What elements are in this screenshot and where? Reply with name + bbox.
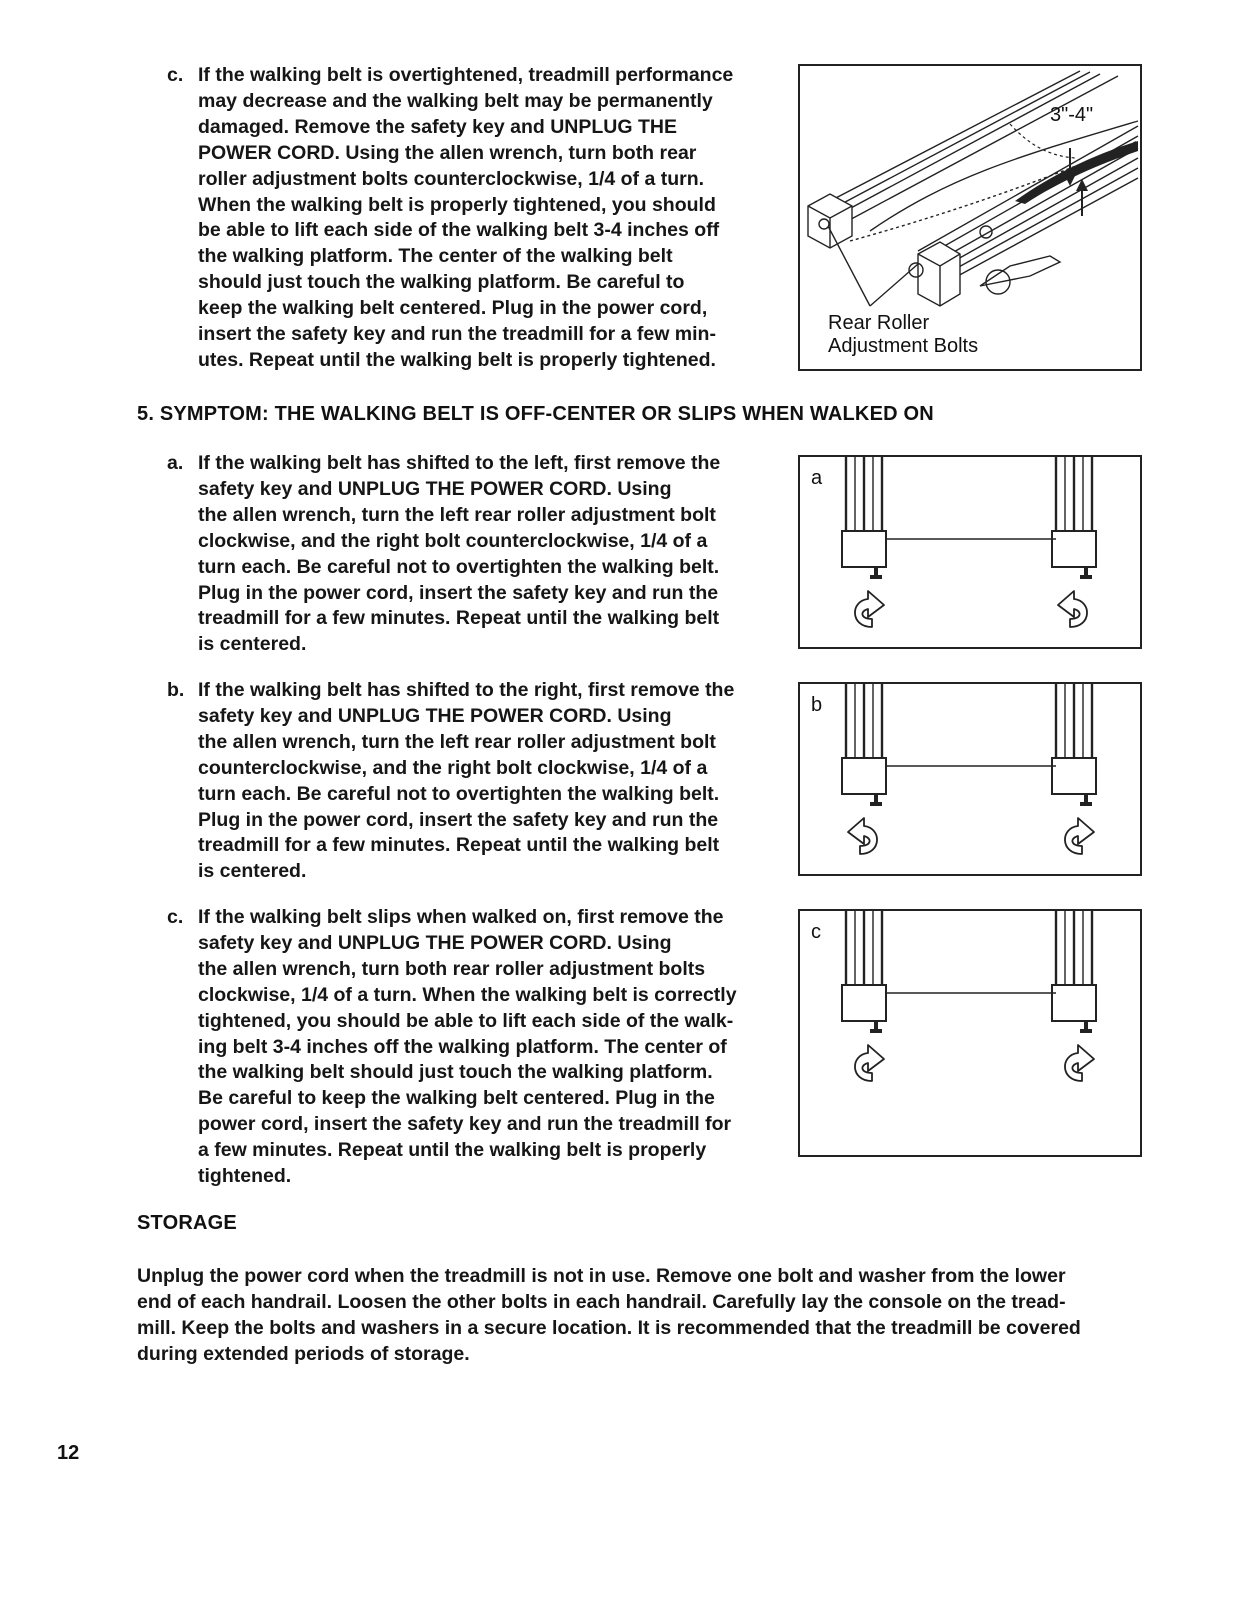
text-line: the allen wrench, turn the left rear roller adjustment bolt xyxy=(198,503,716,526)
text-line: may decrease and the walking belt may be permanently xyxy=(198,89,713,112)
text-line: utes. Repeat until the walking belt is properly tightened. xyxy=(198,348,716,371)
figure-a-label: a xyxy=(811,467,823,489)
clockwise-arrow-icon xyxy=(855,1045,884,1081)
text-line: the walking belt should just touch the walking platform. xyxy=(198,1061,713,1084)
left-roller-cap xyxy=(842,758,886,794)
left-bolt xyxy=(870,1021,882,1031)
text-segment: safety key and xyxy=(198,477,338,500)
text-line: roller adjustment bolts counterclockwise, 1/4 of a turn. xyxy=(198,167,705,190)
text-segment: . Using xyxy=(606,477,672,500)
emphasis-text: UNPLUG THE POWER CORD xyxy=(337,477,607,500)
text-line: If the walking belt is overtightened, treadmill performance xyxy=(198,64,734,86)
text-segment: safety key and xyxy=(198,931,338,954)
text-line: If the walking belt slips when walked on, first remove the xyxy=(198,906,724,928)
text-line: Be careful to keep the walking belt centered. Plug in the xyxy=(198,1087,715,1110)
left-roller-cap xyxy=(842,985,886,1021)
right-roller-cap xyxy=(1052,531,1096,567)
text-line: keep the walking belt centered. Plug in the power cord, xyxy=(198,297,708,320)
storage-line: during extended periods of storage. xyxy=(137,1342,470,1365)
text-line: tightened, you should be able to lift each side of the walk- xyxy=(198,1009,734,1032)
text-line: If the walking belt has shifted to the left, first remove the xyxy=(198,452,721,474)
emphasis-text: UNPLUG THE xyxy=(550,115,677,138)
right-rail xyxy=(1052,684,1096,804)
roller-diagram xyxy=(800,911,1140,1155)
right-rail xyxy=(1052,911,1096,1031)
storage-line: Unplug the power cord when the treadmill is not in use. Remove one bolt and washer from the lower xyxy=(137,1265,1066,1287)
caption-line-1: Rear Roller xyxy=(828,312,930,334)
step-c-overtightened xyxy=(167,63,768,374)
figure-b-label: b xyxy=(811,694,823,716)
text-segment: . Using xyxy=(606,931,672,954)
figure-c-label: c xyxy=(811,921,821,943)
figure-a xyxy=(798,455,1142,649)
text-line: Plug in the power cord, insert the safety key and run the xyxy=(198,581,719,604)
emphasis-text: UNPLUG THE POWER CORD xyxy=(337,931,607,954)
right-bolt xyxy=(1080,794,1092,804)
text-line: insert the safety key and run the treadmill for a few min- xyxy=(198,323,716,346)
text-line xyxy=(198,141,768,167)
text-segment: . Using xyxy=(606,704,672,727)
section-5-heading: 5. SYMPTOM: THE WALKING BELT IS OFF-CENTER OR SLIPS WHEN WALKED ON xyxy=(137,403,934,425)
left-roller-cap xyxy=(842,531,886,567)
counterclockwise-arrow-icon xyxy=(1058,591,1087,627)
text-line: is centered. xyxy=(198,860,307,883)
text-line: power cord, insert the safety key and run the treadmill for xyxy=(198,1113,732,1136)
text-line xyxy=(198,115,768,141)
left-rail xyxy=(842,911,886,1031)
text-line: When the walking belt is properly tightened, you should xyxy=(198,193,716,216)
right-bolt xyxy=(1080,1021,1092,1031)
figure-c xyxy=(798,909,1142,1157)
text-line: treadmill for a few minutes. Repeat until the walking belt xyxy=(198,607,720,630)
text-line: the allen wrench, turn both rear roller adjustment bolts xyxy=(198,957,706,980)
text-line: a few minutes. Repeat until the walking belt is properly xyxy=(198,1139,707,1162)
step-a-left-shift xyxy=(167,451,768,658)
right-bolt xyxy=(1080,567,1092,577)
dimension-label: 3"-4" xyxy=(1050,104,1094,126)
clockwise-arrow-icon xyxy=(855,591,884,627)
text-line xyxy=(198,704,768,730)
clockwise-arrow-icon xyxy=(1065,818,1094,854)
step-b-right-shift xyxy=(167,678,768,885)
emphasis-text: POWER CORD xyxy=(198,141,335,164)
text-line: turn each. Be careful not to overtighten the walking belt. xyxy=(198,782,720,805)
text-line: Plug in the power cord, insert the safety key and run the xyxy=(198,808,719,831)
text-segment: . Using the allen wrench, turn both rear xyxy=(334,141,697,164)
caption-line-2: Adjustment Bolts xyxy=(828,335,979,357)
counterclockwise-arrow-icon xyxy=(848,818,877,854)
figure-caption xyxy=(828,312,978,358)
text-line: is centered. xyxy=(198,633,307,656)
step-letter: a. xyxy=(167,452,184,474)
text-line: clockwise, 1/4 of a turn. When the walking belt is correctly xyxy=(198,983,737,1006)
right-rail xyxy=(1052,457,1096,577)
roller-diagram xyxy=(800,684,1140,874)
step-letter: c. xyxy=(167,64,184,86)
left-bolt xyxy=(870,567,882,577)
text-line: treadmill for a few minutes. Repeat until the walking belt xyxy=(198,834,720,857)
figure-b xyxy=(798,682,1142,876)
storage-line: mill. Keep the bolts and washers in a secure location. It is recommended that the treadmill be covered xyxy=(137,1316,1081,1339)
text-line: tightened. xyxy=(198,1165,292,1188)
text-line: should just touch the walking platform. Be careful to xyxy=(198,271,685,294)
text-line: counterclockwise, and the right bolt clockwise, 1/4 of a xyxy=(198,756,708,779)
step-letter: b. xyxy=(167,679,185,701)
text-line: the walking platform. The center of the walking belt xyxy=(198,245,673,268)
text-line: If the walking belt has shifted to the right, first remove the xyxy=(198,679,735,701)
storage-text xyxy=(137,1264,1147,1368)
text-line: be able to lift each side of the walking belt 3-4 inches off xyxy=(198,219,720,242)
step-c-belt-slips xyxy=(167,905,768,1190)
text-segment: damaged. Remove the safety key and xyxy=(198,115,551,138)
text-line xyxy=(198,477,768,503)
clockwise-arrow-icon xyxy=(1065,1045,1094,1081)
storage-heading: STORAGE xyxy=(137,1212,237,1234)
left-bolt xyxy=(870,794,882,804)
right-roller-cap xyxy=(1052,758,1096,794)
text-line: turn each. Be careful not to overtighten the walking belt. xyxy=(198,555,720,578)
emphasis-text: UNPLUG THE POWER CORD xyxy=(337,704,607,727)
roller-diagram xyxy=(800,457,1140,647)
right-roller-cap xyxy=(1052,985,1096,1021)
page-number: 12 xyxy=(57,1442,80,1464)
rear-roller-figure xyxy=(798,64,1142,371)
storage-line: end of each handrail. Loosen the other bolts in each handrail. Carefully lay the console on the tread- xyxy=(137,1290,1066,1313)
text-line: the allen wrench, turn the left rear roller adjustment bolt xyxy=(198,730,716,753)
text-line: clockwise, and the right bolt counterclockwise, 1/4 of a xyxy=(198,529,708,552)
text-line: ing belt 3-4 inches off the walking platform. The center of xyxy=(198,1035,727,1058)
left-rail xyxy=(842,684,886,804)
text-segment: safety key and xyxy=(198,704,338,727)
left-rail xyxy=(842,457,886,577)
step-letter: c. xyxy=(167,906,184,928)
text-line xyxy=(198,931,768,957)
